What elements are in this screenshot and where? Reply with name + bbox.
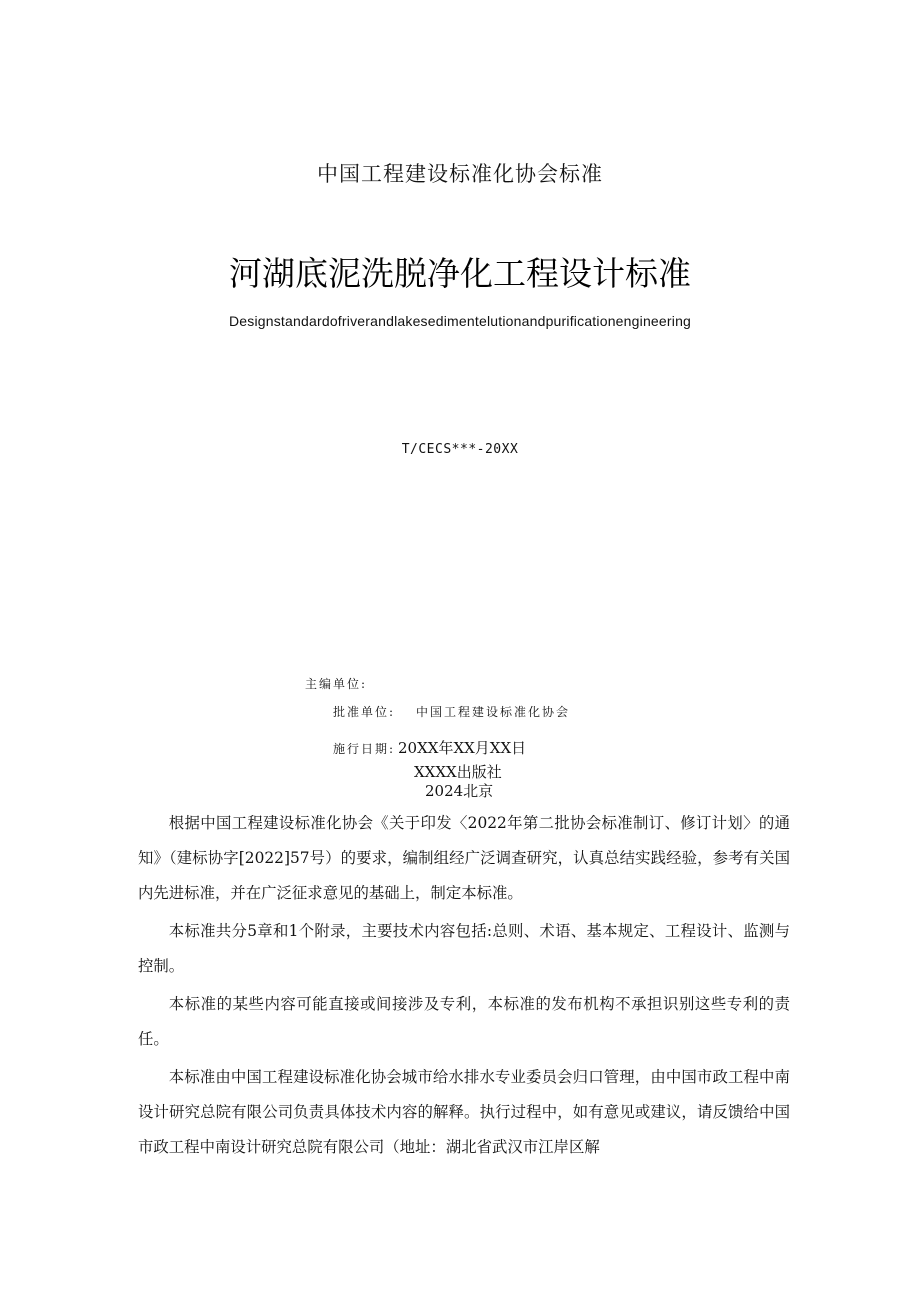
org-standard-heading: 中国工程建设标准化协会标准 <box>317 162 603 186</box>
place-year: 2024北京 <box>425 782 494 800</box>
preface-paragraph-3: 本标准的某些内容可能直接或间接涉及专利，本标准的发布机构不承担识别这些专利的责任。 <box>138 995 790 1048</box>
effective-date-value: 20XX年XX月XX日 <box>398 739 527 757</box>
publisher: XXXX出版社 <box>414 763 502 781</box>
approval-label: 批准单位: <box>333 705 396 719</box>
approval-value: 中国工程建设标准化协会 <box>416 705 571 719</box>
preface-paragraph-4: 本标准由中国工程建设标准化协会城市给水排水专业委员会归口管理，由中国市政工程中南设计研究总院有限公司负责具体技术内容的解释。执行过程中，如有意见或建议，请反馈给中国市政工程中南设计研究总院有限公司（地址：湖北省武汉市江岸区解 <box>138 1068 790 1156</box>
preface-paragraph-2: 本标准共分5章和1个附录，主要技术内容包括:总则、术语、基本规定、工程设计、监测与控制。 <box>138 922 790 975</box>
effective-date-label: 施行日期: <box>333 742 396 756</box>
preface-body <box>138 806 790 1165</box>
preface-paragraph-1: 根据中国工程建设标准化协会《关于印发〈2022年第二批协会标准制订、修订计划〉的通知》（建标协字[2022]57号）的要求，编制组经广泛调查研究，认真总结实践经验，参考有关国内先进标准，并在广泛征求意见的基础上，制定本标准。 <box>138 814 790 902</box>
editor-label: 主编单位: <box>305 677 368 691</box>
english-title: Designstandardofriverandlakesedimentelutionandpurificationengineering <box>228 313 692 329</box>
standard-code: T/CECS***-20XX <box>401 442 519 457</box>
document-title: 河湖底泥洗脱净化工程设计标准 <box>229 254 691 293</box>
